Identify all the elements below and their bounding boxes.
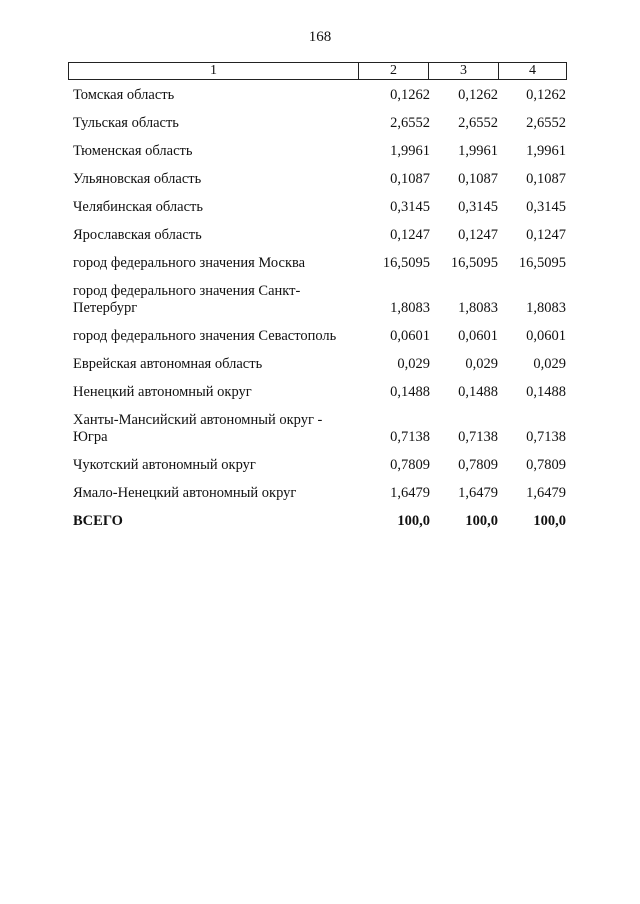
region-name: город федерального значения Москва xyxy=(73,255,306,271)
value-col-3: 0,7138 xyxy=(458,429,498,445)
region-name: Ненецкий автономный округ xyxy=(73,384,252,400)
value-col-2: 0,1087 xyxy=(390,171,430,187)
value-col-3: 16,5095 xyxy=(450,255,498,271)
value-col-3: 0,1247 xyxy=(458,227,498,243)
total-row xyxy=(68,513,567,530)
region-name: Ханты-Мансийский автономный округ - Югра xyxy=(73,412,323,445)
value-col-2: 0,1488 xyxy=(390,384,430,400)
region-name: Челябинская область xyxy=(73,199,203,215)
value-col-3: 1,8083 xyxy=(458,300,498,316)
table-row xyxy=(68,384,567,401)
table-row xyxy=(68,255,567,272)
table-row xyxy=(68,356,567,373)
region-name: Тюменская область xyxy=(73,143,193,159)
value-col-2: 0,7138 xyxy=(390,429,430,445)
region-name: Томская область xyxy=(73,87,175,103)
column-header-2: 2 xyxy=(359,63,429,79)
value-col-4: 0,7809 xyxy=(526,457,566,473)
table-row xyxy=(68,199,567,216)
value-col-2: 0,029 xyxy=(397,356,430,372)
value-col-2: 1,8083 xyxy=(390,300,430,316)
value-col-2: 0,3145 xyxy=(390,199,430,215)
table-row xyxy=(68,87,567,104)
region-name: Ямало-Ненецкий автономный округ xyxy=(73,485,297,501)
value-col-4: 0,0601 xyxy=(526,328,566,344)
region-name: Ульяновская область xyxy=(73,171,202,187)
table-row xyxy=(68,283,567,317)
value-col-4: 0,029 xyxy=(533,356,566,372)
value-col-2: 0,1262 xyxy=(390,87,430,103)
region-name: город федерального значения Санкт-Петербург xyxy=(73,283,301,316)
total-label: ВСЕГО xyxy=(73,513,123,529)
table-row xyxy=(68,457,567,474)
value-col-3: 2,6552 xyxy=(458,115,498,131)
value-col-3: 0,0601 xyxy=(458,328,498,344)
value-col-4: 1,8083 xyxy=(526,300,566,316)
value-col-2: 1,6479 xyxy=(390,485,430,501)
value-col-4: 0,1262 xyxy=(526,87,566,103)
value-col-3: 1,9961 xyxy=(458,143,498,159)
value-col-2: 1,9961 xyxy=(390,143,430,159)
value-col-4: 0,1087 xyxy=(526,171,566,187)
total-col-2: 100,0 xyxy=(397,513,430,529)
column-header-4: 4 xyxy=(529,63,536,78)
table-header xyxy=(68,62,567,80)
value-col-3: 0,7809 xyxy=(458,457,498,473)
value-col-3: 0,1087 xyxy=(458,171,498,187)
value-col-3: 0,1262 xyxy=(458,87,498,103)
value-col-3: 0,1488 xyxy=(458,384,498,400)
value-col-4: 1,6479 xyxy=(526,485,566,501)
value-col-2: 16,5095 xyxy=(382,255,430,271)
value-col-4: 0,3145 xyxy=(526,199,566,215)
region-name: Еврейская автономная область xyxy=(73,356,263,372)
table-row xyxy=(68,485,567,502)
column-header-1: 1 xyxy=(69,63,359,79)
value-col-4: 0,1247 xyxy=(526,227,566,243)
value-col-4: 0,7138 xyxy=(526,429,566,445)
region-name: Тульская область xyxy=(73,115,179,131)
value-col-4: 1,9961 xyxy=(526,143,566,159)
page-number: 168 xyxy=(308,29,332,45)
table-row xyxy=(68,227,567,244)
value-col-2: 0,0601 xyxy=(390,328,430,344)
table-row xyxy=(68,171,567,188)
table-row xyxy=(68,412,567,446)
value-col-4: 2,6552 xyxy=(526,115,566,131)
value-col-4: 0,1488 xyxy=(526,384,566,400)
value-col-4: 16,5095 xyxy=(518,255,566,271)
value-col-3: 0,029 xyxy=(465,356,498,372)
total-col-3: 100,0 xyxy=(465,513,498,529)
value-col-3: 1,6479 xyxy=(458,485,498,501)
region-name: город федерального значения Севастополь xyxy=(73,328,337,344)
table-row xyxy=(68,328,567,345)
table-row xyxy=(68,143,567,160)
column-header-3: 3 xyxy=(429,63,499,79)
region-name: Ярославская область xyxy=(73,227,202,243)
value-col-3: 0,3145 xyxy=(458,199,498,215)
region-name: Чукотский автономный округ xyxy=(73,457,256,473)
value-col-2: 2,6552 xyxy=(390,115,430,131)
value-col-2: 0,7809 xyxy=(390,457,430,473)
value-col-2: 0,1247 xyxy=(390,227,430,243)
table-row xyxy=(68,115,567,132)
total-col-4: 100,0 xyxy=(533,513,566,529)
